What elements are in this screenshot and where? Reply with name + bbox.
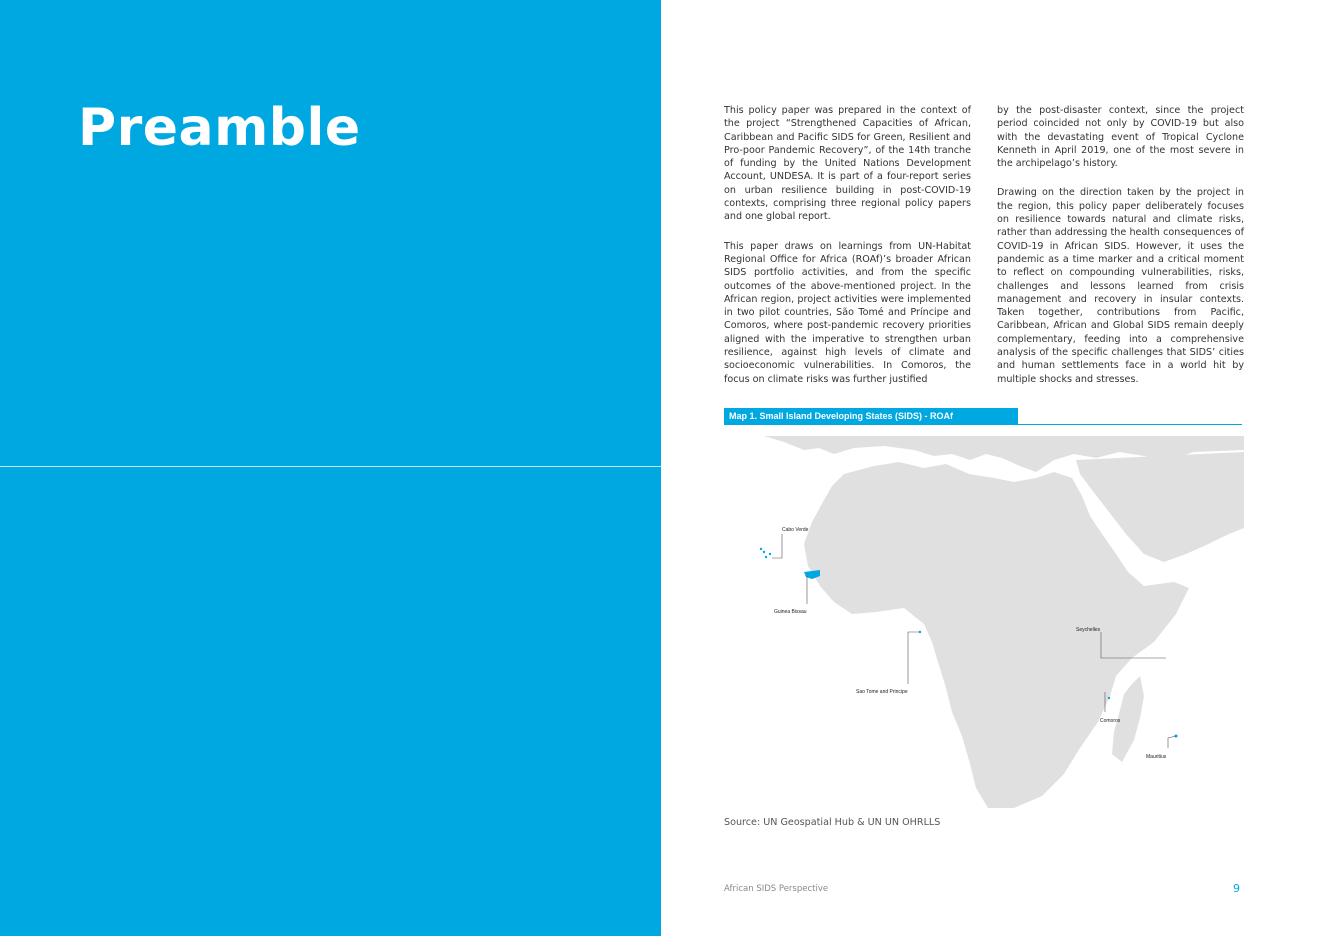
label-comoros: Comoros [1100,718,1121,724]
label-guinea-bissau: Guinea Bissau [774,609,807,615]
body-column-right [997,104,1244,402]
label-seychelles: Seychelles [1076,627,1101,633]
cabo-verde-dot [765,556,767,558]
panel-divider [0,466,661,467]
map-source: Source: UN Geospatial Hub & UN UN OHRLLS [724,817,941,828]
cabo-verde-leader [772,534,782,558]
label-mauritius: Mauritius [1146,754,1167,760]
label-sao-tome: Sao Tome and Principe [856,689,908,695]
africa-sids-map [724,436,1244,812]
page-title: Preamble [78,98,361,158]
sao-tome-leader [908,632,920,684]
cover-panel [0,0,661,936]
paragraph: This paper draws on learnings from UN-Habitat Regional Office for Africa (ROAf)’s broader African SIDS portfolio activities, and from the specific outcomes of the above-mentioned project. In the African region, project activities were implemented in two pilot countries, São Tomé and Príncipe and Comoros, where post-pandemic recovery priorities aligned with the imperative to strengthen urban resilience, against high levels of climate and socioeconomic vulnerabilities. In Comoros, the focus on climate risks was further justified [724,240,971,385]
cabo-verde-dot [763,551,765,553]
map-graphic [724,436,1244,812]
footer-title: African SIDS Perspective [724,884,829,894]
comoros-dot [1108,697,1110,699]
cabo-verde-dot [769,553,771,555]
cabo-verde-dot [760,548,762,550]
paragraph: by the post-disaster context, since the project period coincided not only by COVID-19 but also with the devastating event of Tropical Cyclone Kenneth in April 2019, one of the most severe in the archipelago’s history. [997,105,1244,170]
body-column-left [724,104,971,402]
label-cabo-verde: Cabo Verde [782,527,809,533]
paragraph: Drawing on the direction taken by the project in the region, this policy paper deliberately focuses on resilience towards natural and climate risks, rather than addressing the health consequences of COVID-19 in African SIDS. However, it uses the pandemic as a time marker and a critical moment to reflect on compounding vulnerabilities, risks, challenges and lessons learned from crisis management and recovery in insular contexts. Taken together, contributions from Pacific, Caribbean, African and Global SIDS remain deeply complementary, feeding into a comprehensive analysis of the specific challenges that SIDS’ cities and human settlements face in a world hit by multiple shocks and stresses. [997,187,1244,385]
page-number: 9 [1233,882,1240,895]
map-caption: Map 1. Small Island Developing States (SIDS) - ROAf [724,408,1018,425]
map-caption-rule [724,424,1242,425]
mauritius-leader [1168,736,1176,748]
paragraph: This policy paper was prepared in the context of the project “Strengthened Capacities of African, Caribbean and Pacific SIDS for Green, Resilient and Pro-poor Pandemic Recovery”, of the 14th tranche of funding by the United Nations Development Account, UNDESA. It is part of a four-report series on urban resilience building in post-COVID-19 contexts, comprising three regional policy papers and one global report. [724,105,971,223]
